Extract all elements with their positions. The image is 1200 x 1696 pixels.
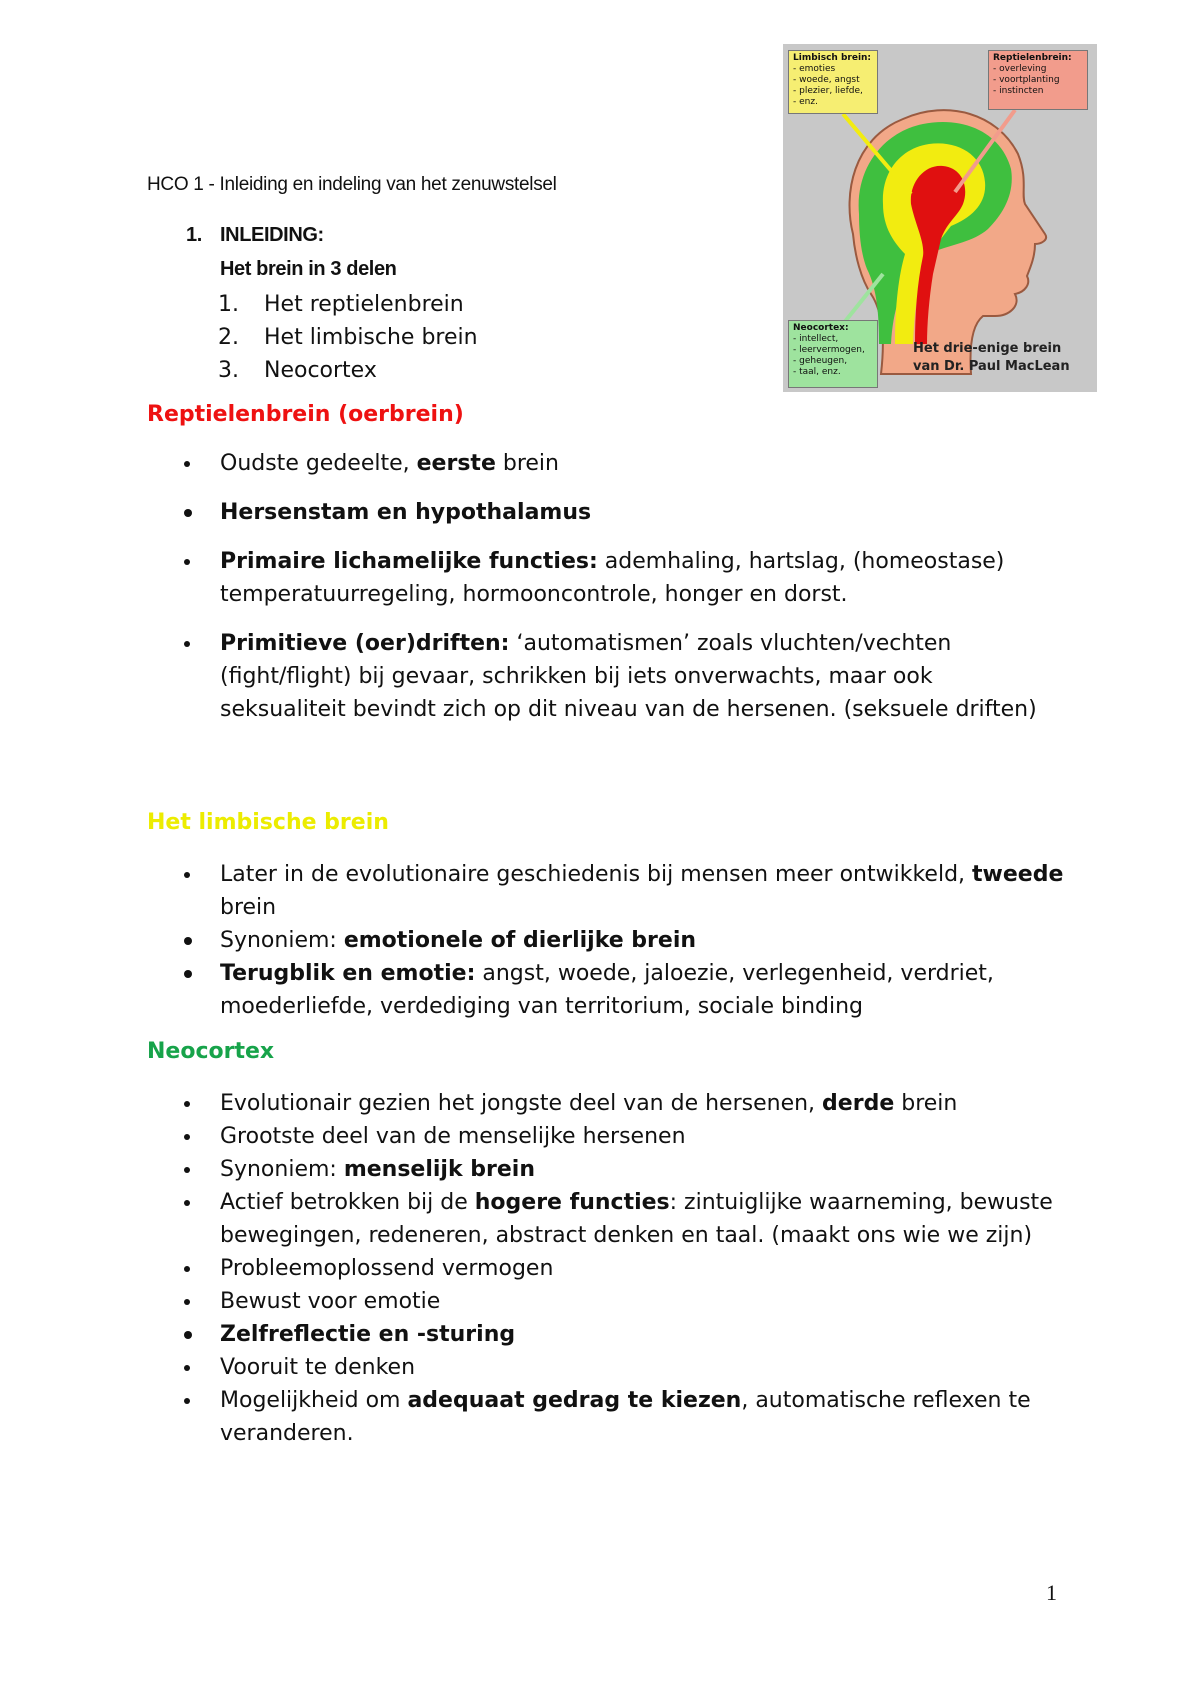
list-item-text: Het limbische brein [264,325,478,350]
list-item [184,496,1064,529]
bullet-icon [184,937,192,945]
item-text: Probleemoplossend vermogen [220,1256,554,1281]
list-item [184,447,1064,480]
list-item [184,924,1064,957]
figure-caption-line: van Dr. Paul MacLean [913,359,1070,374]
bullet-icon [184,461,190,467]
bullet-icon [184,1331,192,1339]
reptile-label-line: - overleving [993,64,1047,74]
list-item [184,1285,1064,1318]
item-bold-text: derde [822,1091,895,1116]
item-bold-text: Primitieve (oer)driften: [220,631,510,656]
item-text: Synoniem: [220,928,344,953]
bullet-icon [184,641,190,647]
neocortex-bullet-list [184,1087,1064,1450]
item-text: angst, woede, jaloezie, verlegenheid, verdriet, moederliefde, verdediging van territorium, sociale binding [220,961,994,1019]
item-bold-text: adequaat gedrag te kiezen [407,1388,742,1413]
list-item [184,1318,1064,1351]
item-text: Evolutionair gezien het jongste deel van de hersenen, [220,1091,823,1116]
bullet-icon [184,509,192,517]
list-item [184,627,1064,726]
item-bold-text: menselijk brein [343,1157,535,1182]
bullet-icon [184,970,192,978]
list-item-number: 2. [218,325,239,350]
limbic-label-line: - woede, angst [793,75,860,85]
reptile-label-line: - instincten [993,86,1044,96]
list-item [184,1252,1064,1285]
bullet-icon [184,1266,190,1272]
item-bold-text: Zelfreflectie en -sturing [220,1322,516,1347]
bullet-icon [184,1299,190,1305]
list-item [184,1153,1064,1186]
list-item [184,545,1064,611]
neocortex-label-box [788,320,878,388]
section-heading-text: INLEIDING: [220,224,324,246]
item-bold-text: hogere functies [474,1190,670,1215]
triune-brain-figure [783,44,1097,392]
bullet-icon [184,559,190,565]
limbic-label-box [788,50,878,114]
item-text: brein [894,1091,958,1116]
item-text: brein [220,895,277,920]
neocortex-section-title: Neocortex [147,1039,275,1064]
bullet-icon [184,1365,190,1371]
list-item-text: Neocortex [264,358,377,383]
figure-caption-line: Het drie-enige brein [913,341,1062,356]
list-item-number: 3. [218,358,239,383]
item-text: Grootste deel van de menselijke hersenen [220,1124,686,1149]
bullet-icon [184,1398,190,1404]
list-item [184,957,1064,1023]
item-text: Bewust voor emotie [220,1289,441,1314]
limbic-label-line: - plezier, liefde, [793,86,863,96]
section-heading-number: 1. [186,224,202,246]
item-bold-text: Hersenstam en hypothalamus [220,500,592,525]
item-text: Later in de evolutionaire geschiedenis bij mensen meer ontwikkeld, [220,862,973,887]
list-item-text: Het reptielenbrein [264,292,464,317]
limbic-label-title: Limbisch brein: [793,53,872,63]
bullet-icon [184,1101,190,1107]
bullet-icon [184,872,190,878]
item-bold-text: tweede [972,862,1064,887]
item-text: brein [495,451,559,476]
item-bold-text: eerste [416,451,496,476]
page-number: 1 [1046,1580,1057,1605]
list-item [184,1087,1064,1120]
item-text: : zintuiglijke waarneming, bewuste bewegingen, redeneren, abstract denken en taal. (maakt ons wie we zijn) [220,1190,1053,1248]
limbic-section-title: Het limbische brein [147,810,389,835]
item-bold-text: emotionele of dierlijke brein [343,928,697,953]
item-text: ‘automatismen’ zoals vluchten/vechten (fight/flight) bij gevaar, schrikken bij iets onverwachts, maar ook seksualiteit bevindt zich op dit niveau van de hersenen. (seksuele driften) [220,631,1037,722]
item-text: Synoniem: [220,1157,344,1182]
reptile-label-box [988,50,1088,110]
subheading: Het brein in 3 delen [220,258,397,280]
neocortex-label-line: - taal, enz. [793,367,841,377]
limbic-label-line: - emoties [793,64,836,74]
list-item [184,1120,1064,1153]
list-item [184,1351,1064,1384]
limbic-bullet-list [184,858,1064,1023]
item-text: , automatische reflexen te veranderen. [220,1388,1031,1446]
neocortex-label-line: - geheugen, [793,356,848,366]
document-title: HCO 1 - Inleiding en indeling van het zenuwstelsel [147,174,557,195]
list-item [184,858,1064,924]
limbic-label-line: - enz. [793,97,818,107]
item-text: Actief betrokken bij de [220,1190,475,1215]
neocortex-label-title: Neocortex: [793,323,849,333]
item-text: Mogelijkheid om [220,1388,408,1413]
reptile-label-line: - voortplanting [993,75,1060,85]
item-bold-text: Terugblik en emotie: [220,961,476,986]
reptile-section-title: Reptielenbrein (oerbrein) [147,402,464,427]
item-text: ademhaling, hartslag, (homeostase) temperatuurregeling, hormooncontrole, honger en dorst. [220,549,1005,607]
bullet-icon [184,1167,190,1173]
reptile-bullet-list [184,447,1064,742]
list-item-number: 1. [218,292,239,317]
bullet-icon [184,1200,190,1206]
item-text: Vooruit te denken [220,1355,416,1380]
list-item [184,1186,1064,1252]
neocortex-label-line: - leervermogen, [793,345,865,355]
figure-caption [913,340,1093,376]
list-item [184,1384,1064,1450]
neocortex-label-line: - intellect, [793,334,839,344]
reptile-label-title: Reptielenbrein: [993,53,1072,63]
item-bold-text: Primaire lichamelijke functies: [220,549,598,574]
item-text: Oudste gedeelte, [220,451,417,476]
bullet-icon [184,1134,190,1140]
